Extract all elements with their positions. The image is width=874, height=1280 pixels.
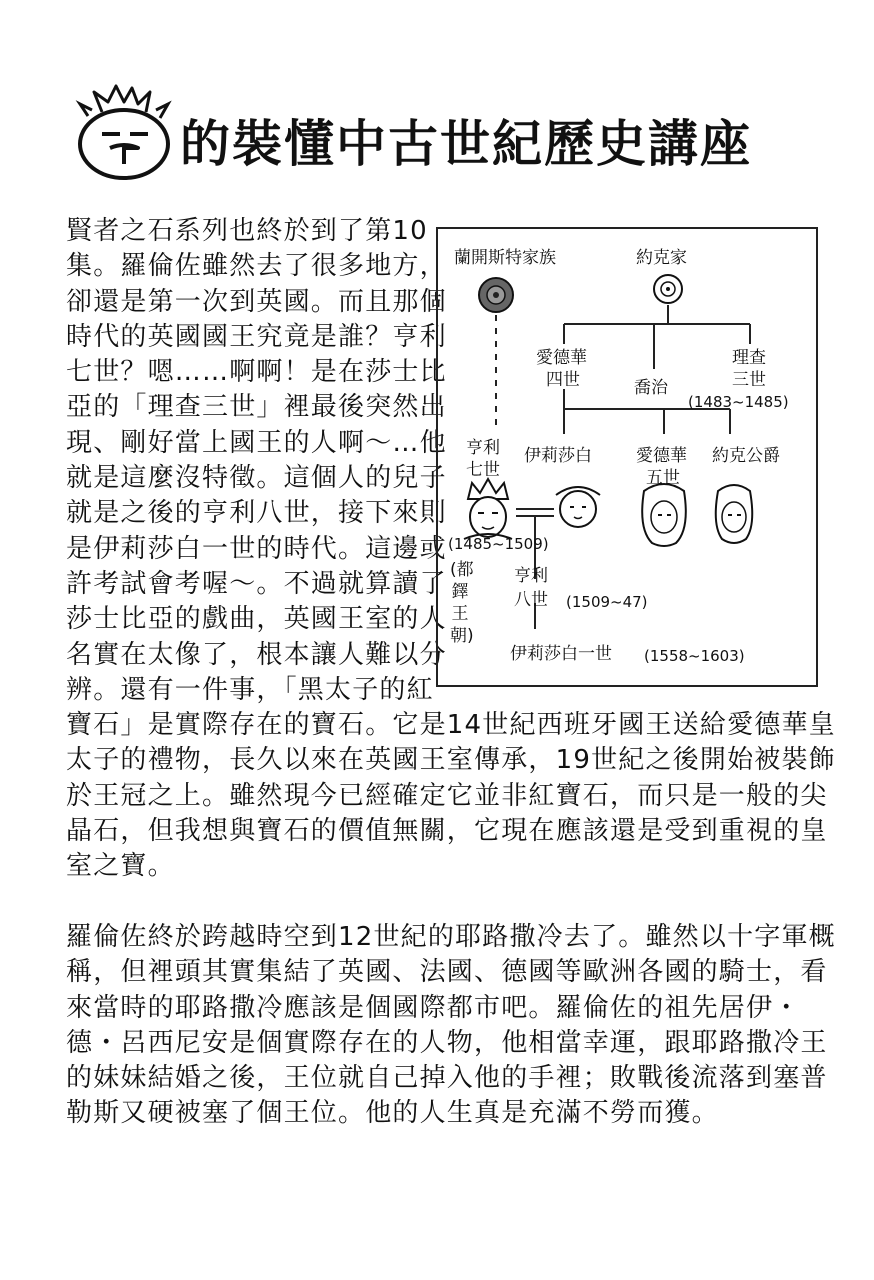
henry7-dates: (1485~1509) bbox=[448, 535, 549, 553]
text-line: 來當時的耶路撒冷應該是個國際都市吧。羅倫佐的祖先居伊・ bbox=[66, 992, 801, 1023]
elizabeth-york-portrait-icon bbox=[556, 487, 600, 527]
richard3-name: 理查 bbox=[732, 348, 766, 368]
elizabeth1-dates: (1558~1603) bbox=[644, 647, 745, 665]
lancaster-label: 蘭開斯特家族 bbox=[454, 248, 556, 268]
edward5-regnal: 五世 bbox=[646, 468, 680, 488]
family-tree-diagram bbox=[436, 227, 818, 687]
duke-york-portrait-icon bbox=[716, 485, 753, 543]
text-line: 的妹妹結婚之後，王位就自己掉入他的手裡；敗戰後流落到塞普 bbox=[66, 1063, 828, 1094]
edward4-name: 愛德華 bbox=[536, 348, 587, 368]
text-line: 七世？嗯……啊啊！是在莎士比 bbox=[66, 357, 447, 388]
duke-york-name: 約克公爵 bbox=[712, 446, 780, 466]
henry8-name: 亨利 bbox=[514, 566, 548, 586]
text-line: 羅倫佐終於跨越時空到12世紀的耶路撒冷去了。雖然以十字軍概 bbox=[66, 922, 836, 952]
richard3-dates: (1483~1485) bbox=[688, 393, 789, 411]
text-line: 就是這麼沒特徵。這個人的兒子 bbox=[66, 463, 447, 494]
henry8-regnal: 八世 bbox=[514, 590, 548, 610]
text-line: 稱，但裡頭其實集結了英國、法國、德國等歐洲各國的騎士，看 bbox=[66, 957, 828, 988]
york-rose-icon bbox=[654, 275, 682, 303]
text-line: 時代的英國國王究竟是誰？亨利 bbox=[66, 321, 447, 352]
george-name: 喬治 bbox=[634, 378, 668, 398]
elizabeth1-name: 伊莉莎白一世 bbox=[510, 644, 612, 664]
paragraph-jerusalem bbox=[66, 920, 836, 1132]
text-line: 莎士比亞的戲曲，英國王室的人 bbox=[66, 604, 447, 635]
text-line: 勒斯又硬被塞了個王位。他的人生真是充滿不勞而獲。 bbox=[66, 1098, 719, 1129]
text-line: 許考試會考喔～。不過就算讀了 bbox=[66, 568, 447, 599]
text-line: 是伊莉莎白一世的時代。這邊或 bbox=[66, 533, 447, 564]
text-line: 名實在太像了，根本讓人難以分 bbox=[66, 639, 447, 670]
tudor-dynasty-label: (都鐸王朝) bbox=[450, 560, 474, 646]
text-line: 就是之後的亨利八世，接下來則 bbox=[66, 498, 447, 529]
henry7-regnal: 七世 bbox=[466, 460, 500, 480]
richard3-regnal: 三世 bbox=[732, 370, 766, 390]
text-line: 寶石」是實際存在的寶石。它是14世紀西班牙國王送給愛德華皇 bbox=[66, 710, 836, 741]
text-line: 卻還是第一次到英國。而且那個 bbox=[66, 286, 447, 317]
text-line: 集。羅倫佐雖然去了很多地方， bbox=[66, 251, 447, 282]
text-line: 辨。還有一件事，「黑太子的紅 bbox=[66, 674, 434, 705]
text-line: 太子的禮物，長久以來在英國王室傳承，19世紀之後開始被裝飾 bbox=[66, 745, 836, 776]
edward5-portrait-icon bbox=[642, 484, 686, 546]
text-line: 賢者之石系列也終於到了第10 bbox=[66, 216, 428, 246]
lancaster-rose-icon bbox=[479, 278, 513, 312]
elizabeth-york-name: 伊莉莎白 bbox=[524, 446, 592, 466]
turnip-mascot-icon bbox=[72, 82, 184, 184]
henry7-portrait-icon bbox=[464, 479, 512, 539]
text-line: 亞的「理查三世」裡最後突然出 bbox=[66, 392, 447, 423]
text-line: 於王冠之上。雖然現今已經確定它並非紅寶石，而只是一般的尖 bbox=[66, 780, 828, 811]
text-line: 德・呂西尼安是個實際存在的人物，他相當幸運，跟耶路撒冷王 bbox=[66, 1027, 828, 1058]
page-title: 的裝懂中古世紀歷史講座 bbox=[180, 115, 752, 173]
york-label: 約克家 bbox=[636, 248, 687, 268]
text-line: 室之寶。 bbox=[66, 851, 175, 882]
edward5-name: 愛德華 bbox=[636, 446, 687, 466]
henry7-name: 亨利 bbox=[466, 438, 500, 458]
henry8-dates: (1509~47) bbox=[566, 593, 648, 611]
text-line: 晶石，但我想與寶石的價值無關，它現在應該還是受到重視的皇 bbox=[66, 816, 828, 847]
text-line: 現、剛好當上國王的人啊～…他 bbox=[66, 427, 447, 458]
edward4-regnal: 四世 bbox=[546, 370, 580, 390]
